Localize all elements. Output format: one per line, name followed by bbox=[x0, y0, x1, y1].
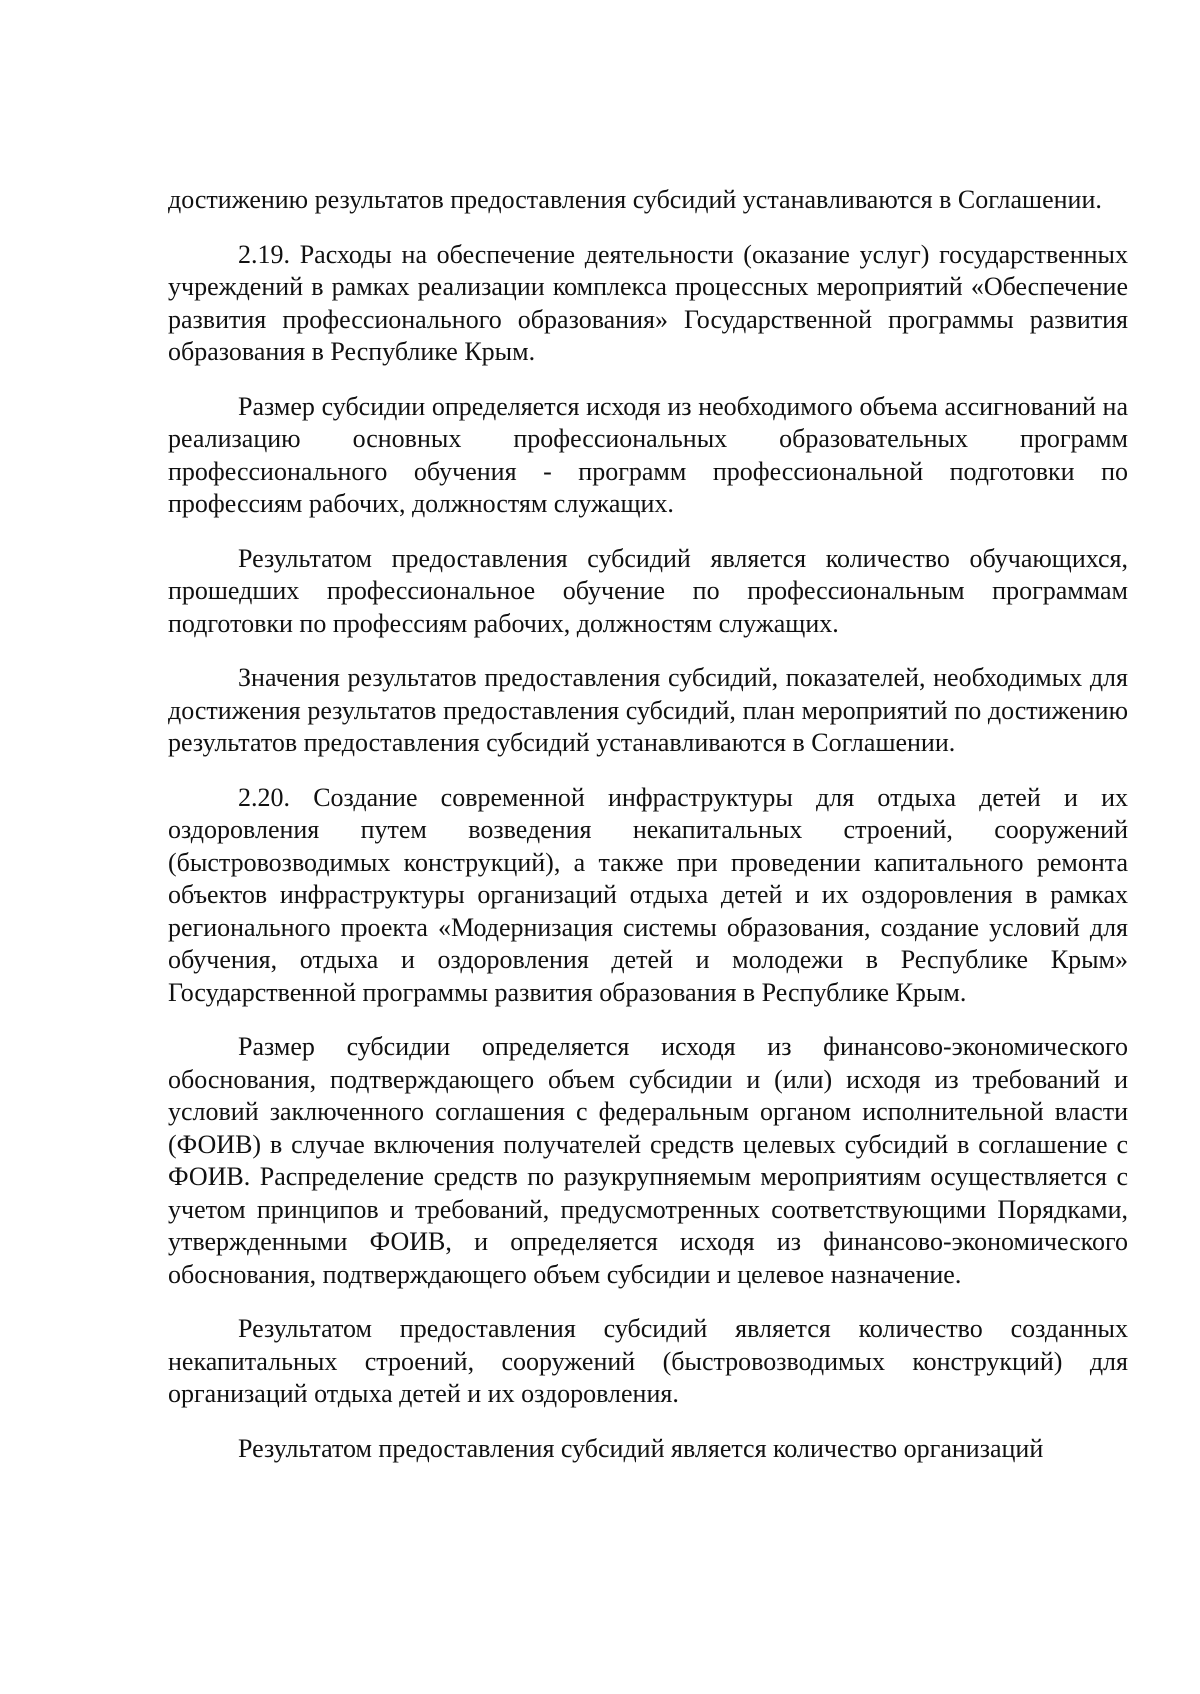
paragraph-continuation: достижению результатов предоставления субсидий устанавливаются в Соглашении. bbox=[168, 185, 1102, 214]
paragraph-subsidy-size-2-20: Размер субсидии определяется исходя из финансово-экономического обоснования, подтверждающего объем субсидии и (или) исходя из требований и условий заключенного соглашения с федеральным органом исполнительной власти (ФОИВ) в случае включения получателей средств целевых субсидий в соглашение с ФОИВ. Распределение средств по разукрупняемым мероприятиям осуществляется с учетом принципов и требований, предусмотренных соответствующими Порядками, утвержденными ФОИВ, и определяется исходя из финансово-экономического обоснования, подтверждающего объем субсидии и целевое назначение. bbox=[168, 1032, 1128, 1289]
paragraph-subsidy-result-organizations: Результатом предоставления субсидий является количество организаций bbox=[238, 1433, 1044, 1463]
paragraph-subsidy-values-2-19: Значения результатов предоставления субсидий, показателей, необходимых для достижения результатов предоставления субсидий, план мероприятий по достижению результатов предоставления субсидий устанавливаются в Соглашении. bbox=[168, 663, 1128, 757]
paragraph-subsidy-result-2-19: Результатом предоставления субсидий является количество обучающихся, прошедших профессиональное обучение по профессиональным программам подготовки по профессиям рабочих, должностям служащих. bbox=[168, 543, 1128, 638]
document-body bbox=[168, 184, 1128, 1465]
paragraph-subsidy-result-2-20: Результатом предоставления субсидий является количество созданных некапитальных строений, сооружений (быстровозводимых конструкций) для организаций отдыха детей и их оздоровления. bbox=[168, 1314, 1128, 1408]
paragraph-section-2-20: 2.20. Создание современной инфраструктуры для отдыха детей и их оздоровления путем возведения некапитальных строений, сооружений (быстровозводимых конструкций), а также при проведении капитального ремонта объектов инфраструктуры организаций отдыха детей и их оздоровления в рамках регионального проекта «Модернизация системы образования, создание условий для обучения, отдыха и оздоровления детей и молодежи в Республике Крым» Государственной программы развития образования в Республике Крым. bbox=[168, 782, 1128, 1007]
paragraph-subsidy-size-2-19: Размер субсидии определяется исходя из необходимого объема ассигнований на реализацию основных профессиональных образовательных программ профессионального обучения - программ профессиональной подготовки по профессиям рабочих, должностям служащих. bbox=[168, 391, 1128, 518]
paragraph-section-2-19: 2.19. Расходы на обеспечение деятельности (оказание услуг) государственных учреждений в рамках реализации комплекса процессных мероприятий «Обеспечение развития профессионального образования» Государственной программы развития образования в Республике Крым. bbox=[168, 239, 1128, 366]
